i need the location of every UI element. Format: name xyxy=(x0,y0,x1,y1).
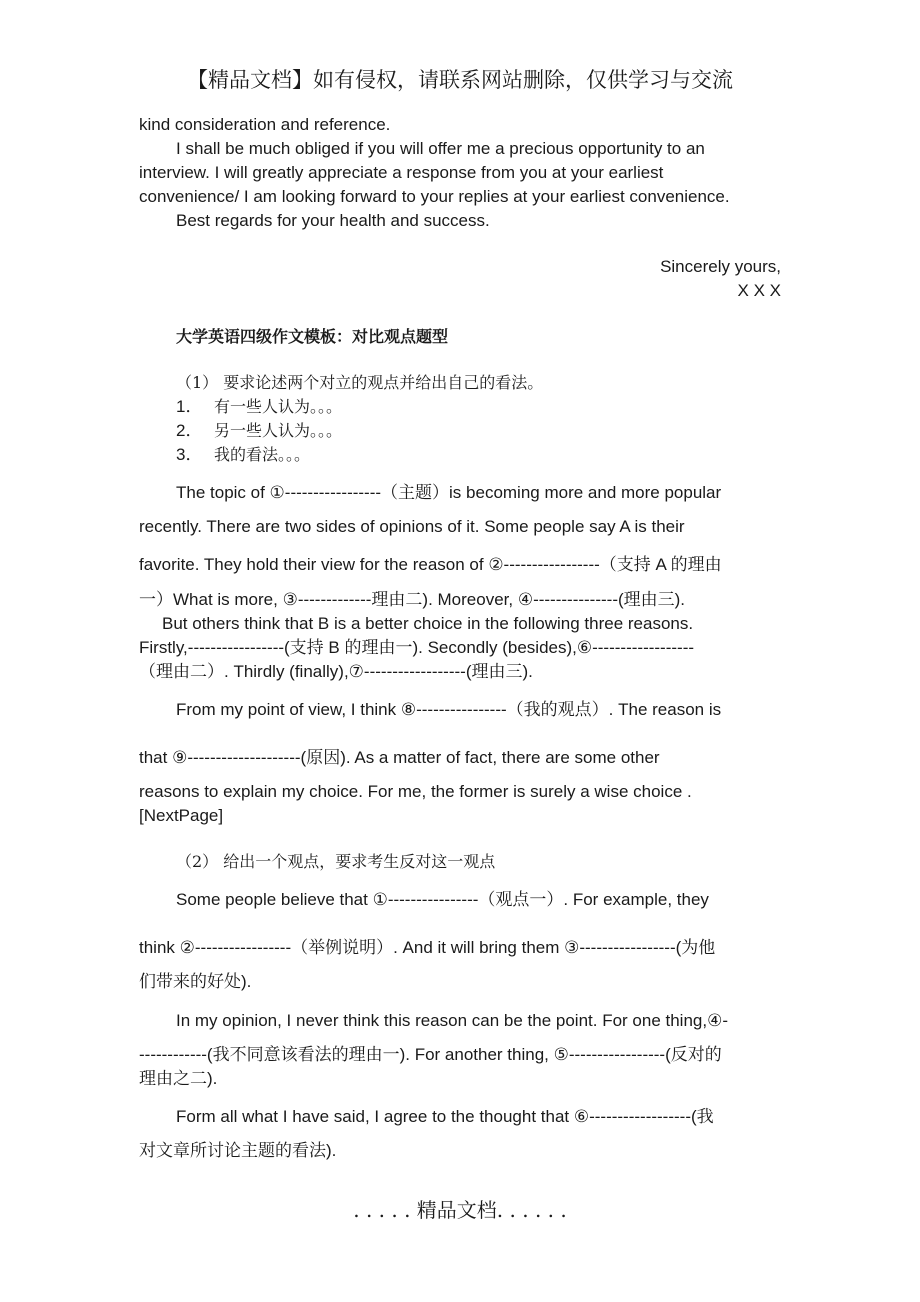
letter-line: convenience/ I am looking forward to your replies at your earliest convenience. xyxy=(139,187,730,206)
letter-line: kind consideration and reference. xyxy=(139,115,391,134)
letter-closing: Sincerely yours, xyxy=(660,257,781,276)
letter-line: Best regards for your health and success. xyxy=(176,211,490,230)
letter-signature: X X X xyxy=(737,281,781,300)
template-line: favorite. They hold their view for the reason of ②-----------------（支持 A 的理由 xyxy=(139,555,722,574)
template-line: ------------(我不同意该看法的理由一). For another thing, ⑤-----------------(反对的 xyxy=(139,1045,722,1064)
list-item-text: 另一些人认为。。。 xyxy=(214,421,343,440)
list-item xyxy=(176,397,342,417)
template-line: that ⑨--------------------(原因). As a matter of fact, there are some other xyxy=(139,748,660,767)
next-page-marker: [NextPage] xyxy=(139,806,224,825)
template-line: Firstly,-----------------(支持 B 的理由一). Secondly (besides),⑥------------------ xyxy=(139,638,695,657)
template-line: Form all what I have said, I agree to the thought that ⑥------------------(我 xyxy=(176,1107,714,1126)
template-line: 对文章所讨论主题的看法). xyxy=(139,1141,337,1160)
template-line: 一）What is more, ③-------------理由二). Moreover, ④---------------(理由三). xyxy=(139,590,686,609)
list-item-number: 1． xyxy=(176,397,203,416)
list-item xyxy=(176,445,310,465)
template-line: The topic of ①-----------------（主题）is becoming more and more popular xyxy=(176,483,722,502)
template-line: 理由之二). xyxy=(139,1069,218,1088)
template-line: From my point of view, I think ⑧----------------（我的观点）. The reason is xyxy=(176,700,722,719)
page-header: 【精品文档】如有侵权，请联系网站删除，仅供学习与交流 xyxy=(187,68,733,92)
list-item xyxy=(176,421,342,441)
page-footer: . . . . . 精品文档. . . . . . xyxy=(353,1198,567,1222)
template-line: recently. There are two sides of opinions of it. Some people say A is their xyxy=(139,517,685,536)
part2-heading: （2） 给出一个观点，要求考生反对这一观点 xyxy=(176,852,496,871)
template-line: In my opinion, I never think this reason can be the point. For one thing,④- xyxy=(176,1011,728,1030)
section-title: 大学英语四级作文模板：对比观点题型 xyxy=(176,327,449,346)
list-item-text: 我的看法。。。 xyxy=(214,445,311,464)
template-line: But others think that B is a better choice in the following three reasons. xyxy=(162,614,694,633)
template-line: 们带来的好处). xyxy=(139,972,252,991)
template-line: （理由二）. Thirdly (finally),⑦------------------(理由三). xyxy=(139,662,533,681)
list-item-number: 2． xyxy=(176,421,203,440)
template-line: Some people believe that ①----------------（观点一）. For example, they xyxy=(176,890,709,909)
letter-line: I shall be much obliged if you will offer me a precious opportunity to an xyxy=(176,139,705,158)
list-item-text: 有一些人认为。。。 xyxy=(214,397,343,416)
template-line: reasons to explain my choice. For me, the former is surely a wise choice . xyxy=(139,782,692,801)
template-line: think ②-----------------（举例说明）. And it will bring them ③-----------------(为他 xyxy=(139,938,716,957)
letter-line: interview. I will greatly appreciate a response from you at your earliest xyxy=(139,163,664,182)
part1-heading: （1） 要求论述两个对立的观点并给出自己的看法。 xyxy=(176,373,544,392)
list-item-number: 3． xyxy=(176,445,203,464)
